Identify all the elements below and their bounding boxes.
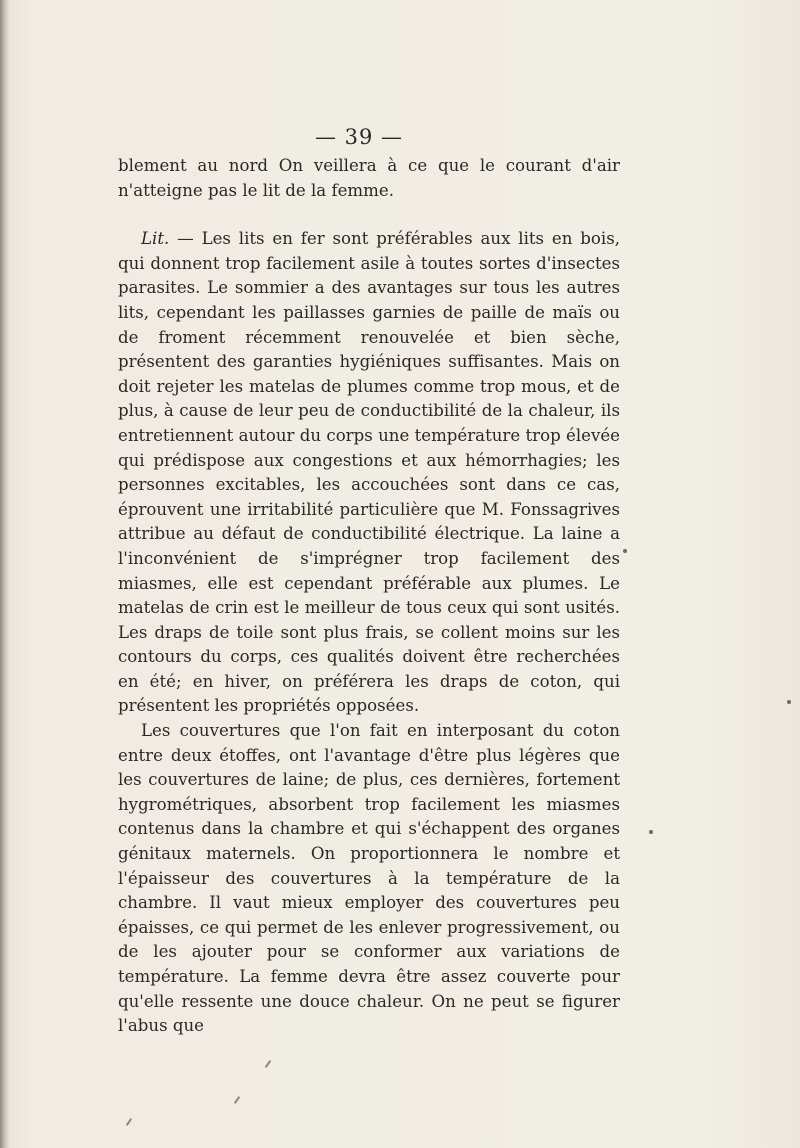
paper-speck — [787, 700, 791, 704]
ink-mark — [126, 1118, 132, 1126]
page-binding-edge — [0, 0, 9, 1148]
paper-speck — [649, 830, 653, 834]
paragraph-gap — [118, 203, 620, 227]
continuation-paragraph: blement au nord On veillera à ce que le courant d'air n'atteigne pas le lit de la femme. — [118, 156, 620, 200]
section-label-lit: Lit. — [141, 229, 170, 249]
body-text — [118, 154, 620, 1039]
ink-mark — [265, 1060, 271, 1068]
paragraph-lit — [118, 227, 620, 719]
paper-speck — [623, 549, 627, 553]
ink-mark — [234, 1096, 240, 1104]
page-number: — 39 — — [314, 125, 404, 149]
paragraph-lit-text: — Les lits en fer sont préférables aux lits en bois, qui donnent trop facilement asile à toutes sortes d'insectes parasites. Le sommier a des avantages sur tous les autres lits, cependant les paillasses garnies de paille de maïs ou de froment récemment renouvelée et bien sèche, présentent des garanties hygiéniques suffisantes. Mais on doit rejeter les matelas de plumes comme trop mous, et de plus, à cause de leur peu de conductibilité de la chaleur, ils entretiennent autour du corps une température trop élevée qui prédispose aux congestions et aux hémorrhagies; les personnes excitables, les accouchées sont dans ce cas, éprouvent une irritabilité particulière que M. Fonssagrives attribue au défaut de conductibilité électrique. La laine a l'inconvénient de s'imprégner trop facilement des miasmes, elle est cependant préférable aux plumes. Le matelas de crin est le meilleur de tous ceux qui sont usités. Les draps de toile sont plus frais, se collent moins sur les contours du corps, ces qualités doivent être recherchées en été; en hiver, on préférera les draps de coton, qui présentent les propriétés opposées. — [118, 229, 620, 716]
paragraph-couvertures: Les couvertures que l'on fait en interposant du coton entre deux étoffes, ont l'avantage d'être plus légères que les couvertures de laine; de plus, ces dernières, fortement hygrométriques, absorbent trop facilement les miasmes contenus dans la chambre et qui s'échappent des organes génitaux maternels. On proportionnera le nombre et l'épaisseur des couvertures à la température de la chambre. Il vaut mieux employer des couvertures peu épaisses, ce qui permet de les enlever progressivement, ou de les ajouter pour se conformer aux variations de température. La femme devra être assez couverte pour qu'elle ressente une douce chaleur. On ne peut se figurer l'abus que — [118, 721, 620, 1036]
